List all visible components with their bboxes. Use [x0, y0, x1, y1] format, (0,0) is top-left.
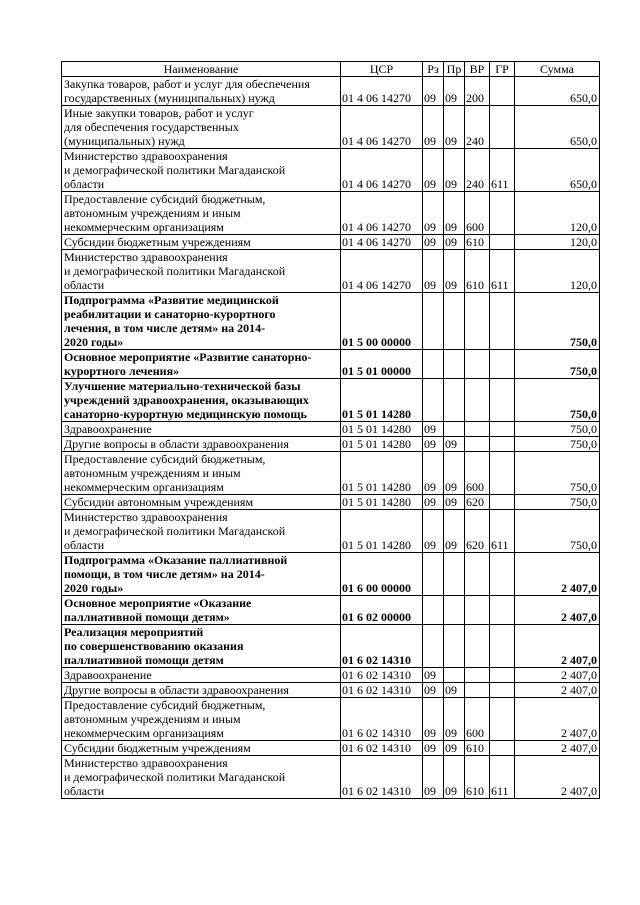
row-vr: 610 [465, 756, 490, 799]
row-name [62, 77, 341, 106]
header-pr: Пр [444, 62, 465, 77]
row-name-line: Субсидии бюджетным учреждениям [64, 235, 251, 249]
row-gr [490, 422, 515, 437]
row-sum: 120,0 [515, 235, 600, 250]
row-rz [423, 625, 444, 668]
row-name [62, 235, 341, 250]
row-sum: 2 407,0 [515, 668, 600, 683]
row-name-line: 2020 годы» [64, 581, 124, 595]
row-vr: 610 [465, 250, 490, 293]
table-row [62, 553, 600, 596]
row-gr [490, 683, 515, 698]
row-csr: 01 5 01 14280 [341, 495, 423, 510]
row-name-line: для обеспечения государственных [64, 120, 239, 134]
row-csr: 01 6 00 00000 [341, 553, 423, 596]
row-pr [444, 379, 465, 422]
row-vr [465, 683, 490, 698]
row-name-line: Иные закупки товаров, работ и услуг [64, 106, 254, 120]
row-rz: 09 [423, 106, 444, 149]
table-row [62, 741, 600, 756]
row-name-line: Предоставление субсидий бюджетным, [64, 698, 266, 712]
row-gr [490, 668, 515, 683]
row-rz [423, 553, 444, 596]
row-sum: 2 407,0 [515, 741, 600, 756]
row-sum: 750,0 [515, 510, 600, 553]
row-name-line: (муниципальных) нужд [64, 134, 185, 148]
row-sum: 750,0 [515, 495, 600, 510]
table-row [62, 756, 600, 799]
row-name [62, 625, 341, 668]
table-row [62, 625, 600, 668]
row-pr: 09 [444, 192, 465, 235]
row-gr: 611 [490, 756, 515, 799]
row-vr [465, 596, 490, 625]
row-name-line: Министерство здравоохранения [64, 510, 228, 524]
row-name [62, 495, 341, 510]
row-vr: 620 [465, 510, 490, 553]
row-name [62, 149, 341, 192]
row-name-line: области [64, 784, 105, 798]
row-name-line: Предоставление субсидий бюджетным, [64, 192, 266, 206]
row-rz: 09 [423, 452, 444, 495]
row-name-line: области [64, 177, 105, 191]
row-name [62, 596, 341, 625]
row-rz: 09 [423, 77, 444, 106]
row-name-line: автономным учреждениям и иным [64, 466, 241, 480]
row-pr [444, 350, 465, 379]
row-name-line: Улучшение материально-технической базы [64, 379, 301, 393]
row-name-line: Субсидии автономным учреждениям [64, 495, 254, 509]
row-name-line: Предоставление субсидий бюджетным, [64, 452, 266, 466]
row-name [62, 437, 341, 452]
row-sum: 2 407,0 [515, 698, 600, 741]
row-name-line: Субсидии бюджетным учреждениям [64, 741, 251, 755]
row-name [62, 668, 341, 683]
header-gr: ГР [490, 62, 515, 77]
row-sum: 2 407,0 [515, 625, 600, 668]
row-name-line: Основное мероприятие «Оказание [64, 596, 252, 610]
row-sum: 750,0 [515, 379, 600, 422]
row-pr: 09 [444, 698, 465, 741]
row-name-line: паллиативной помощи детям» [64, 610, 230, 624]
row-pr: 09 [444, 741, 465, 756]
row-gr [490, 452, 515, 495]
row-csr: 01 5 01 14280 [341, 510, 423, 553]
header-vr: ВР [465, 62, 490, 77]
row-rz: 09 [423, 683, 444, 698]
row-name-line: государственных (муниципальных) нужд [64, 91, 275, 105]
row-rz: 09 [423, 235, 444, 250]
row-rz: 09 [423, 698, 444, 741]
row-gr: 611 [490, 149, 515, 192]
row-rz: 09 [423, 756, 444, 799]
row-pr [444, 293, 465, 350]
row-vr: 600 [465, 698, 490, 741]
row-name-line: некоммерческим организациям [64, 220, 224, 234]
row-pr: 09 [444, 510, 465, 553]
row-vr [465, 422, 490, 437]
row-rz: 09 [423, 668, 444, 683]
row-rz: 09 [423, 741, 444, 756]
row-name [62, 683, 341, 698]
row-pr: 09 [444, 683, 465, 698]
table-row [62, 293, 600, 350]
row-pr [444, 668, 465, 683]
table-row [62, 683, 600, 698]
row-gr [490, 495, 515, 510]
row-gr [490, 350, 515, 379]
row-pr: 09 [444, 437, 465, 452]
row-name-line: Здравоохранение [64, 668, 152, 682]
row-name-line: и демографической политики Магаданской [64, 264, 286, 278]
table-row [62, 596, 600, 625]
table-row [62, 77, 600, 106]
row-name-line: паллиативной помощи детям [64, 653, 224, 667]
table-row [62, 106, 600, 149]
row-sum: 650,0 [515, 149, 600, 192]
row-sum: 750,0 [515, 422, 600, 437]
row-csr: 01 6 02 14310 [341, 668, 423, 683]
row-gr [490, 437, 515, 452]
row-gr [490, 106, 515, 149]
row-name [62, 250, 341, 293]
row-rz [423, 596, 444, 625]
row-csr: 01 5 01 14280 [341, 379, 423, 422]
row-name [62, 350, 341, 379]
row-csr: 01 5 01 14280 [341, 452, 423, 495]
table-row [62, 698, 600, 741]
row-pr [444, 422, 465, 437]
row-csr: 01 5 01 14280 [341, 422, 423, 437]
table-row [62, 510, 600, 553]
row-vr [465, 553, 490, 596]
row-sum: 750,0 [515, 437, 600, 452]
row-csr: 01 6 02 14310 [341, 698, 423, 741]
row-csr: 01 6 02 14310 [341, 625, 423, 668]
row-name [62, 510, 341, 553]
row-name-line: автономным учреждениям и иным [64, 712, 241, 726]
row-gr [490, 77, 515, 106]
row-csr: 01 4 06 14270 [341, 192, 423, 235]
row-name-line: и демографической политики Магаданской [64, 163, 286, 177]
row-name-line: автономным учреждениям и иным [64, 206, 241, 220]
budget-document-page [61, 61, 599, 799]
row-sum: 120,0 [515, 250, 600, 293]
row-name-line: Другие вопросы в области здравоохранения [64, 683, 289, 697]
row-name-line: лечения, в том числе детям» на 2014- [64, 321, 266, 335]
row-rz: 09 [423, 437, 444, 452]
row-sum: 2 407,0 [515, 553, 600, 596]
header-rz: Рз [423, 62, 444, 77]
table-row [62, 350, 600, 379]
table-row [62, 422, 600, 437]
row-rz: 09 [423, 192, 444, 235]
row-name-line: санаторно-курортную медицинскую помощь [64, 407, 307, 421]
row-pr: 09 [444, 756, 465, 799]
row-gr [490, 379, 515, 422]
row-vr [465, 625, 490, 668]
row-pr [444, 596, 465, 625]
row-pr [444, 553, 465, 596]
row-sum: 120,0 [515, 192, 600, 235]
row-pr: 09 [444, 250, 465, 293]
row-csr: 01 6 02 14310 [341, 756, 423, 799]
row-csr: 01 4 06 14270 [341, 149, 423, 192]
row-name-line: реабилитации и санаторно-курортного [64, 307, 276, 321]
row-csr: 01 6 02 00000 [341, 596, 423, 625]
row-vr [465, 350, 490, 379]
row-csr: 01 4 06 14270 [341, 250, 423, 293]
row-name-line: и демографической политики Магаданской [64, 524, 286, 538]
row-gr [490, 596, 515, 625]
row-csr: 01 4 06 14270 [341, 77, 423, 106]
row-name-line: помощи, в том числе детям» на 2014- [64, 567, 265, 581]
row-rz [423, 293, 444, 350]
header-sum: Сумма [515, 62, 600, 77]
row-rz: 09 [423, 422, 444, 437]
row-csr: 01 6 02 14310 [341, 741, 423, 756]
table-row [62, 437, 600, 452]
row-name-line: области [64, 278, 105, 292]
row-vr [465, 437, 490, 452]
row-csr: 01 5 00 00000 [341, 293, 423, 350]
row-name [62, 698, 341, 741]
table-body [62, 77, 600, 799]
row-sum: 750,0 [515, 293, 600, 350]
row-name [62, 192, 341, 235]
row-vr: 240 [465, 149, 490, 192]
row-sum: 650,0 [515, 106, 600, 149]
table-row [62, 149, 600, 192]
row-name-line: Реализация мероприятий [64, 625, 204, 639]
row-name-line: курортного лечения» [64, 364, 180, 378]
header-name: Наименование [62, 62, 341, 77]
row-vr: 610 [465, 235, 490, 250]
row-pr: 09 [444, 149, 465, 192]
row-csr: 01 5 01 14280 [341, 437, 423, 452]
table-row [62, 192, 600, 235]
row-rz: 09 [423, 510, 444, 553]
row-name-line: Здравоохранение [64, 422, 152, 436]
row-name-line: некоммерческим организациям [64, 726, 224, 740]
row-sum: 650,0 [515, 77, 600, 106]
row-vr [465, 668, 490, 683]
table-row [62, 250, 600, 293]
row-name-line: некоммерческим организациям [64, 480, 224, 494]
row-name-line: Подпрограмма «Развитие медицинской [64, 293, 279, 307]
row-vr [465, 293, 490, 350]
row-name-line: по совершенствованию оказания [64, 639, 244, 653]
table-row [62, 452, 600, 495]
row-gr [490, 293, 515, 350]
row-gr [490, 741, 515, 756]
row-name-line: Министерство здравоохранения [64, 250, 228, 264]
table-row [62, 379, 600, 422]
row-rz [423, 379, 444, 422]
row-vr: 620 [465, 495, 490, 510]
row-name [62, 741, 341, 756]
row-gr: 611 [490, 510, 515, 553]
row-pr: 09 [444, 452, 465, 495]
row-csr: 01 4 06 14270 [341, 235, 423, 250]
row-sum: 750,0 [515, 452, 600, 495]
table-row [62, 495, 600, 510]
row-csr: 01 6 02 14310 [341, 683, 423, 698]
row-vr: 600 [465, 452, 490, 495]
row-gr [490, 698, 515, 741]
row-vr: 200 [465, 77, 490, 106]
row-csr: 01 4 06 14270 [341, 106, 423, 149]
row-rz: 09 [423, 495, 444, 510]
table-row [62, 235, 600, 250]
row-gr: 611 [490, 250, 515, 293]
row-name [62, 756, 341, 799]
row-sum: 2 407,0 [515, 756, 600, 799]
row-name [62, 379, 341, 422]
row-rz: 09 [423, 250, 444, 293]
table-header-row [62, 62, 600, 77]
row-pr: 09 [444, 495, 465, 510]
row-vr: 610 [465, 741, 490, 756]
row-name-line: Другие вопросы в области здравоохранения [64, 437, 289, 451]
row-pr [444, 625, 465, 668]
row-name [62, 422, 341, 437]
row-pr: 09 [444, 106, 465, 149]
row-pr: 09 [444, 77, 465, 106]
row-vr [465, 379, 490, 422]
budget-table [61, 61, 600, 799]
table-row [62, 668, 600, 683]
row-gr [490, 235, 515, 250]
row-name-line: 2020 годы» [64, 335, 124, 349]
row-sum: 750,0 [515, 350, 600, 379]
row-sum: 2 407,0 [515, 596, 600, 625]
row-name-line: Министерство здравоохранения [64, 149, 228, 163]
row-name [62, 106, 341, 149]
header-csr: ЦСР [341, 62, 423, 77]
row-name-line: области [64, 538, 105, 552]
row-rz: 09 [423, 149, 444, 192]
row-name-line: Основное мероприятие «Развитие санаторно- [64, 350, 312, 364]
row-name-line: и демографической политики Магаданской [64, 770, 286, 784]
row-vr: 240 [465, 106, 490, 149]
row-pr: 09 [444, 235, 465, 250]
row-sum: 2 407,0 [515, 683, 600, 698]
row-csr: 01 5 01 00000 [341, 350, 423, 379]
row-name-line: Министерство здравоохранения [64, 756, 228, 770]
row-gr [490, 192, 515, 235]
row-gr [490, 553, 515, 596]
row-vr: 600 [465, 192, 490, 235]
row-name [62, 452, 341, 495]
row-name-line: Закупка товаров, работ и услуг для обеспечения [64, 77, 310, 91]
row-name [62, 553, 341, 596]
row-name-line: учреждений здравоохранения, оказывающих [64, 393, 309, 407]
row-name-line: Подпрограмма «Оказание паллиативной [64, 553, 288, 567]
row-name [62, 293, 341, 350]
row-gr [490, 625, 515, 668]
row-rz [423, 350, 444, 379]
